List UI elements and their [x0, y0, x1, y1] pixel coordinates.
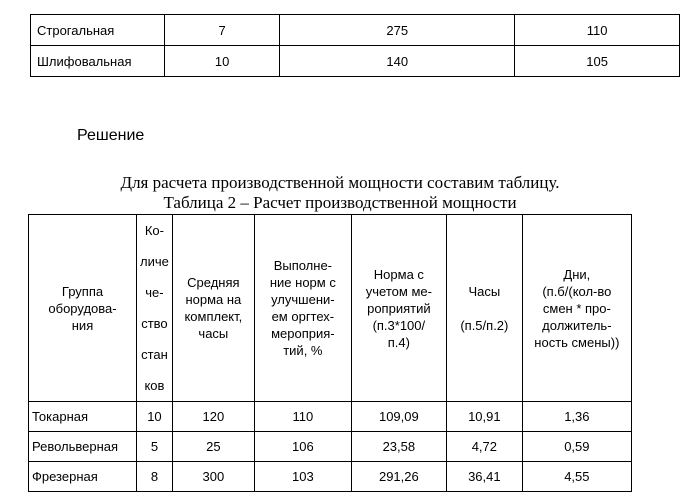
table-row [29, 462, 632, 492]
table-cell: 25 [172, 432, 254, 462]
table-cell: 103 [254, 462, 351, 492]
column-header: Норма с учетом ме- роприятий (п.3*100/ п.4) [351, 215, 446, 402]
table-cell: 8 [137, 462, 173, 492]
table-cell: Токарная [29, 402, 137, 432]
table-header-row [29, 215, 632, 402]
table-cell: 1,36 [522, 402, 631, 432]
table-cell: 23,58 [351, 432, 446, 462]
solution-heading: Решение [77, 127, 145, 144]
table-cell: 110 [515, 15, 680, 46]
table-row [31, 15, 680, 46]
table-row [29, 432, 632, 462]
table-row [29, 402, 632, 432]
table-cell: 275 [280, 15, 515, 46]
table-row [31, 46, 680, 77]
column-header: Группа оборудова- ния [29, 215, 137, 402]
table-cell: Револьверная [29, 432, 137, 462]
table-cell: 291,26 [351, 462, 446, 492]
table-cell: 4,72 [446, 432, 522, 462]
table-cell: Строгальная [31, 15, 165, 46]
table-cell: 300 [172, 462, 254, 492]
column-header: Дни, (п.б/(кол-во смен * про- должитель- ность смены)) [522, 215, 631, 402]
table-cell: 120 [172, 402, 254, 432]
table-cell: 140 [280, 46, 515, 77]
table-cell: Шлифовальная [31, 46, 165, 77]
table-cell: 105 [515, 46, 680, 77]
table-cell: Фрезерная [29, 462, 137, 492]
table-cell: 7 [165, 15, 280, 46]
equipment-input-table [30, 14, 680, 77]
column-header: Часы (п.5/п.2) [446, 215, 522, 402]
table-cell: 4,55 [522, 462, 631, 492]
table-cell: 10 [137, 402, 173, 432]
table-cell: 109,09 [351, 402, 446, 432]
column-header: Ко- личе че- ство стан ков [137, 215, 173, 402]
table-cell: 10,91 [446, 402, 522, 432]
table-caption: Таблица 2 – Расчет производственной мощности [163, 193, 517, 212]
table-cell: 0,59 [522, 432, 631, 462]
capacity-table [28, 214, 632, 492]
table-cell: 110 [254, 402, 351, 432]
table-cell: 106 [254, 432, 351, 462]
table-cell: 36,41 [446, 462, 522, 492]
table-cell: 10 [165, 46, 280, 77]
table-cell: 5 [137, 432, 173, 462]
column-header: Выполне- ние норм с улучшени- ем оргтех- мероприя- тий, % [254, 215, 351, 402]
intro-text: Для расчета производственной мощности составим таблицу. [120, 173, 560, 192]
column-header: Средняя норма на комплект, часы [172, 215, 254, 402]
